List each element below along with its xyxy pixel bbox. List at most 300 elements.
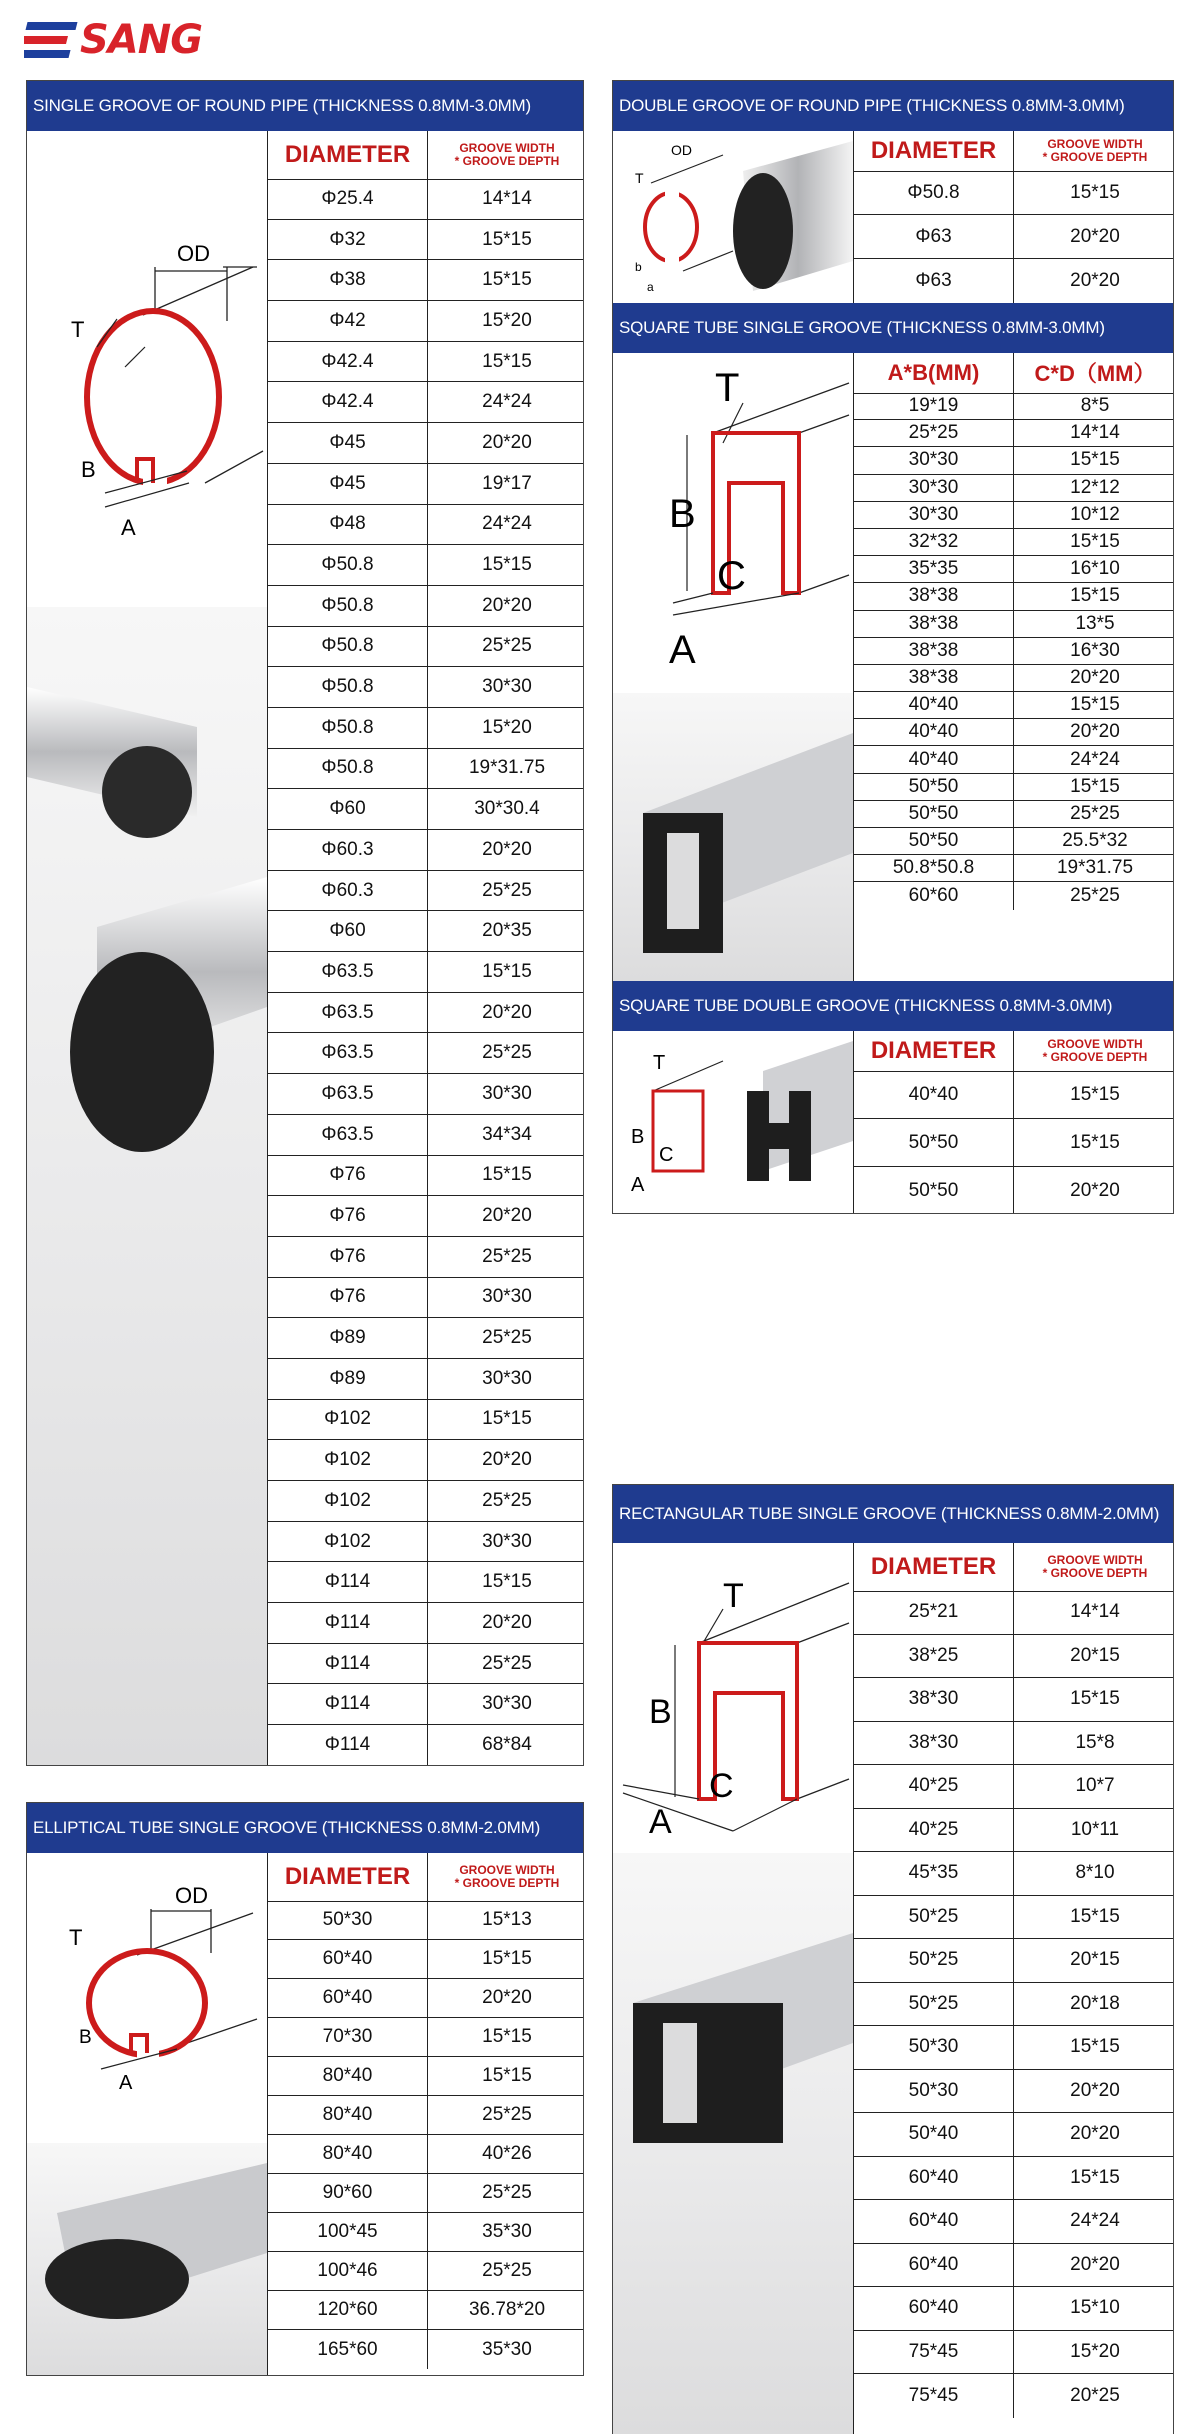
table-row — [854, 1119, 1174, 1167]
cell-size: Φ32 — [268, 220, 428, 260]
square-single-illustration — [613, 693, 853, 981]
cell-size: 50*25 — [854, 1983, 1014, 2026]
cell-groove: 15*15 — [482, 1948, 532, 1969]
table-row — [268, 2135, 584, 2174]
table-row — [268, 627, 584, 668]
cell-groove: 20*20 — [482, 1611, 532, 1633]
cell-groove: 25*25 — [482, 2260, 532, 2281]
cell-groove: 15*20 — [482, 309, 532, 331]
panel-title: RECTANGULAR TUBE SINGLE GROOVE (THICKNESS 0.8MM-2.0MM) — [613, 1485, 1173, 1543]
cell-size: 75*45 — [854, 2374, 1014, 2418]
cell-groove: 20*20 — [482, 431, 532, 453]
cell-size: 50*30 — [854, 2026, 1014, 2069]
cell-size: Φ42 — [268, 301, 428, 341]
col-header-diameter: DIAMETER — [854, 1031, 1014, 1071]
cell-groove: 15*15 — [482, 1408, 532, 1430]
cell-groove: 30*30 — [482, 676, 532, 698]
table-row — [268, 1400, 584, 1441]
cell-size: Φ50.8 — [854, 171, 1014, 214]
panel-title-square-single: SQUARE TUBE SINGLE GROOVE (THICKNESS 0.8MM-3.0MM) — [613, 303, 1173, 353]
label-b: B — [631, 1126, 645, 1148]
cell-groove: 30*30 — [482, 1693, 532, 1715]
col-header-ab: A*B(MM) — [854, 353, 1014, 393]
col-header-groove-width: GROOVE WIDTH — [459, 1863, 555, 1877]
cell-size: Φ60.3 — [268, 830, 428, 870]
label-od: OD — [175, 1883, 208, 1908]
cell-size: 60*60 — [854, 882, 1014, 909]
cell-size: Φ89 — [268, 1318, 428, 1358]
cell-groove: 15*15 — [1070, 181, 1120, 203]
table-row — [268, 830, 584, 871]
spec-table — [853, 353, 1174, 981]
cell-groove: 15*15 — [482, 554, 532, 576]
cell-groove: 20*15 — [1070, 1949, 1120, 1971]
cell-size: 50*25 — [854, 1939, 1014, 1982]
square-single-diagram — [613, 353, 853, 693]
cell-groove: 24*24 — [1070, 748, 1120, 770]
table-row — [268, 1440, 584, 1481]
cell-groove: 20*18 — [1070, 1992, 1120, 2014]
cell-size: Φ63 — [854, 259, 1014, 303]
cell-groove: 20*20 — [1070, 2079, 1120, 2101]
table-row — [854, 420, 1174, 447]
cell-size: Φ48 — [268, 505, 428, 545]
diagram-area — [613, 131, 853, 303]
cell-groove: 15*8 — [1075, 1731, 1115, 1753]
cell-size: Φ63.5 — [268, 1033, 428, 1073]
cell-size: 75*45 — [854, 2331, 1014, 2374]
cell-groove: 36.78*20 — [468, 2299, 546, 2320]
cell-groove: 20*20 — [482, 1205, 532, 1227]
col-header-groove-depth: * GROOVE DEPTH — [1042, 150, 1148, 164]
cell-size: Φ50.8 — [268, 627, 428, 667]
table-row — [268, 667, 584, 708]
cell-groove: 40*26 — [482, 2143, 532, 2164]
cell-size: Φ45 — [268, 464, 428, 504]
table-row — [268, 1074, 584, 1115]
table-row — [268, 2174, 584, 2213]
table-row — [854, 746, 1174, 773]
table-row — [854, 1167, 1174, 1214]
elliptical-diagram — [27, 1853, 267, 2143]
cell-size: 38*38 — [854, 665, 1014, 691]
cell-size: Φ50.8 — [268, 586, 428, 626]
table-row — [854, 259, 1174, 303]
table-row — [854, 828, 1174, 855]
cell-size: Φ50.8 — [268, 667, 428, 707]
col-header-diameter: DIAMETER — [854, 131, 1014, 171]
table-row — [854, 2026, 1174, 2070]
cell-size: Φ89 — [268, 1359, 428, 1399]
cell-groove: 15*15 — [1070, 1131, 1120, 1153]
cell-size: Φ76 — [268, 1278, 428, 1318]
panel-title: DOUBLE GROOVE OF ROUND PIPE (THICKNESS 0.8MM-3.0MM) — [613, 81, 1173, 131]
cell-groove: 20*20 — [482, 838, 532, 860]
cell-groove: 25*25 — [1070, 884, 1120, 906]
cell-size: 30*30 — [854, 447, 1014, 473]
cell-groove: 25*25 — [1070, 802, 1120, 824]
table-body — [854, 1591, 1174, 2434]
table-row — [268, 586, 584, 627]
cell-groove: 30*30 — [482, 1286, 532, 1308]
table-row — [268, 260, 584, 301]
cell-groove: 20*35 — [482, 920, 532, 942]
table-row — [854, 692, 1174, 719]
cell-size: Φ102 — [268, 1481, 428, 1521]
cell-groove: 30*30 — [482, 1367, 532, 1389]
cell-size: 90*60 — [268, 2174, 428, 2212]
cell-size: 120*60 — [268, 2291, 428, 2329]
table-row — [268, 993, 584, 1034]
table-row — [854, 1896, 1174, 1940]
cell-size: 50*30 — [268, 1901, 428, 1939]
cell-size: 50*50 — [854, 1167, 1014, 1214]
table-row — [854, 719, 1174, 746]
spec-table — [267, 131, 584, 1766]
spec-table — [267, 1853, 584, 2376]
table-row — [854, 1809, 1174, 1853]
cell-groove: 15*15 — [482, 960, 532, 982]
cell-groove: 20*20 — [1070, 1180, 1120, 1201]
cell-size: 40*25 — [854, 1809, 1014, 1852]
logo-e-mark — [24, 20, 80, 60]
cell-size: Φ60 — [268, 789, 428, 829]
cell-groove: 34*34 — [482, 1123, 532, 1145]
table-row — [268, 1562, 584, 1603]
cell-size: 40*40 — [854, 746, 1014, 772]
cell-groove: 20*20 — [1070, 2253, 1120, 2275]
cell-groove: 15*15 — [482, 269, 532, 291]
table-row — [854, 2374, 1174, 2418]
col-header-groove — [428, 131, 584, 179]
cell-groove: 24*24 — [482, 513, 532, 535]
cell-groove: 15*20 — [482, 716, 532, 738]
table-row — [268, 708, 584, 749]
cell-groove: 30*30 — [482, 1082, 532, 1104]
cell-size: 60*40 — [854, 2244, 1014, 2287]
table-row — [268, 2018, 584, 2057]
cell-groove: 13*5 — [1075, 612, 1115, 634]
cell-size: Φ50.8 — [268, 708, 428, 748]
cell-groove: 16*30 — [1070, 639, 1120, 661]
table-row — [854, 2113, 1174, 2157]
cell-groove: 24*24 — [1070, 2210, 1120, 2232]
cell-groove: 19*31.75 — [468, 757, 546, 779]
label-c: C — [709, 1767, 734, 1805]
diagram-area — [27, 131, 267, 607]
cell-size: 40*40 — [854, 1071, 1014, 1118]
diagram-area — [613, 1543, 853, 1853]
cell-size: 45*35 — [854, 1852, 1014, 1895]
table-row — [854, 502, 1174, 529]
cell-groove: 30*30.4 — [474, 798, 540, 820]
panel-title: ELLIPTICAL TUBE SINGLE GROOVE (THICKNESS 0.8MM-2.0MM) — [27, 1803, 583, 1853]
table-row — [268, 1644, 584, 1685]
rect-single-photo — [613, 1853, 853, 2434]
table-row — [854, 638, 1174, 665]
table-row — [854, 1678, 1174, 1722]
table-row — [268, 789, 584, 830]
cell-groove: 25.5*32 — [1062, 830, 1128, 852]
logo-text: SANG — [80, 17, 203, 63]
label-b: B — [649, 1693, 672, 1731]
cell-size: Φ114 — [268, 1644, 428, 1684]
table-row — [854, 2200, 1174, 2244]
cell-size: 25*21 — [854, 1591, 1014, 1634]
label-a: A — [631, 1174, 645, 1196]
table-row — [268, 423, 584, 464]
cell-groove: 24*24 — [482, 391, 532, 413]
cell-groove: 25*25 — [482, 1042, 532, 1064]
table-row — [854, 1939, 1174, 1983]
panel-rectangular-single — [612, 1484, 1174, 2434]
round-pipe-diagram — [27, 171, 267, 591]
table-row — [268, 301, 584, 342]
cell-groove: 15*15 — [1070, 775, 1120, 797]
cell-groove: 19*31.75 — [1056, 857, 1134, 879]
panel-elliptical — [26, 1802, 584, 2376]
table-row — [268, 1603, 584, 1644]
cell-groove: 10*11 — [1070, 1818, 1120, 1840]
cell-size: Φ38 — [268, 260, 428, 300]
label-b: B — [669, 492, 696, 536]
cell-groove: 20*20 — [482, 1449, 532, 1471]
col-header-diameter: DIAMETER — [268, 1853, 428, 1901]
cell-size: Φ42.4 — [268, 342, 428, 382]
cell-groove: 14*14 — [1070, 1601, 1120, 1623]
col-header-cd: C*D（MM） — [1034, 360, 1156, 386]
cell-size: 32*32 — [854, 529, 1014, 555]
panel-double-groove-round — [612, 80, 1174, 1214]
cell-groove: 10*12 — [1070, 503, 1120, 525]
table-row — [268, 952, 584, 993]
cell-groove: 15*15 — [482, 1571, 532, 1593]
cell-groove: 25*25 — [482, 2104, 532, 2125]
col-header-groove-width: GROOVE WIDTH — [1047, 1553, 1143, 1567]
cell-groove: 15*20 — [1070, 2340, 1120, 2362]
spec-table — [853, 1031, 1174, 1214]
cell-groove: 14*14 — [1070, 422, 1120, 444]
cell-groove: 15*15 — [1070, 531, 1120, 553]
table-row — [854, 447, 1174, 474]
table-row — [854, 171, 1174, 215]
table-row — [268, 1522, 584, 1563]
cell-groove: 14*14 — [482, 187, 532, 209]
cell-groove: 15*15 — [1070, 1688, 1120, 1710]
cell-size: 60*40 — [854, 2157, 1014, 2200]
cell-size: 50*50 — [854, 828, 1014, 854]
table-row — [854, 215, 1174, 259]
table-row — [268, 1725, 584, 1766]
label-a: A — [669, 628, 696, 672]
cell-size: 40*40 — [854, 719, 1014, 745]
table-row — [268, 871, 584, 912]
col-header-diameter: DIAMETER — [854, 1543, 1014, 1591]
table-row — [854, 1983, 1174, 2027]
cell-size: Φ63.5 — [268, 993, 428, 1033]
cell-size: 38*30 — [854, 1678, 1014, 1721]
table-row — [268, 911, 584, 952]
table-row — [854, 1852, 1174, 1896]
table-row — [854, 882, 1174, 909]
table-row — [268, 545, 584, 586]
cell-size: 50*40 — [854, 2113, 1014, 2156]
panel-title: SINGLE GROOVE OF ROUND PIPE (THICKNESS 0.8MM-3.0MM) — [27, 81, 583, 131]
table-row — [268, 1237, 584, 1278]
label-t: T — [71, 317, 85, 342]
table-row — [268, 2096, 584, 2135]
col-header-groove-depth: * GROOVE DEPTH — [1042, 1050, 1148, 1064]
cell-size: 50*50 — [854, 774, 1014, 800]
cell-groove: 15*15 — [482, 2026, 532, 2047]
round-pipe-photo — [27, 607, 267, 1766]
table-row — [268, 1278, 584, 1319]
col-header-groove-depth: * GROOVE DEPTH — [1042, 1566, 1148, 1580]
diagram-area — [613, 353, 853, 693]
cell-size: 80*40 — [268, 2135, 428, 2173]
table-row — [268, 342, 584, 383]
table-row — [854, 2331, 1174, 2375]
cell-size: Φ50.8 — [268, 545, 428, 585]
table-row — [268, 749, 584, 790]
label-small-b: b — [635, 260, 642, 274]
table-row — [854, 1765, 1174, 1809]
spec-table — [853, 1543, 1174, 2434]
table-row — [854, 665, 1174, 692]
table-row — [854, 801, 1174, 828]
cell-groove: 20*20 — [1070, 225, 1120, 247]
cell-groove: 20*20 — [482, 594, 532, 616]
cell-groove: 25*25 — [482, 1327, 532, 1349]
cell-size: 19*19 — [854, 393, 1014, 419]
cell-groove: 10*7 — [1075, 1775, 1115, 1797]
cell-groove: 30*30 — [482, 1530, 532, 1552]
table-body — [268, 1901, 584, 2376]
label-b: B — [79, 2027, 92, 2048]
cell-size: 38*30 — [854, 1722, 1014, 1765]
cell-size: Φ45 — [268, 423, 428, 463]
diagram-area — [613, 1031, 853, 1214]
table-row — [268, 1318, 584, 1359]
label-a: A — [649, 1803, 672, 1841]
cell-size: 60*40 — [268, 1940, 428, 1978]
cell-size: 40*40 — [854, 692, 1014, 718]
label-t: T — [715, 366, 740, 410]
table-row — [268, 1033, 584, 1074]
cell-size: 30*30 — [854, 502, 1014, 528]
cell-groove: 20*20 — [1070, 666, 1120, 688]
col-header-groove-depth: * GROOVE DEPTH — [454, 1876, 560, 1890]
cell-size: 60*40 — [854, 2287, 1014, 2330]
table-body — [268, 179, 584, 1766]
table-row — [268, 1901, 584, 1940]
cell-size: 50*30 — [854, 2070, 1014, 2113]
table-row — [268, 2330, 584, 2369]
col-header-groove — [1014, 1031, 1174, 1071]
cell-size: 35*35 — [854, 556, 1014, 582]
table-row — [268, 220, 584, 261]
label-od: OD — [671, 142, 692, 158]
logo-wordmark — [80, 17, 203, 63]
cell-groove: 8*10 — [1075, 1862, 1115, 1884]
cell-groove: 15*15 — [1070, 2166, 1120, 2188]
cell-size: 38*38 — [854, 583, 1014, 609]
table-row — [854, 2070, 1174, 2114]
rect-single-diagram — [613, 1543, 853, 1853]
table-row — [854, 583, 1174, 610]
table-row — [854, 475, 1174, 502]
cell-size: Φ114 — [268, 1603, 428, 1643]
cell-size: 100*46 — [268, 2252, 428, 2290]
cell-groove: 25*25 — [482, 1489, 532, 1511]
table-row — [268, 1196, 584, 1237]
cell-groove: 25*25 — [482, 1245, 532, 1267]
table-row — [854, 556, 1174, 583]
table-row — [268, 382, 584, 423]
table-row — [268, 1940, 584, 1979]
cell-size: 60*40 — [854, 2200, 1014, 2243]
table-row — [854, 1591, 1174, 1635]
label-c: C — [717, 554, 746, 598]
table-body — [854, 1071, 1174, 1214]
table-row — [268, 1156, 584, 1197]
table-row — [268, 1359, 584, 1400]
cell-size: Φ114 — [268, 1684, 428, 1724]
table-row — [854, 393, 1174, 420]
table-row — [268, 2291, 584, 2330]
cell-groove: 20*20 — [1070, 721, 1120, 743]
table-row — [854, 611, 1174, 638]
label-t: T — [635, 170, 644, 186]
table-body — [854, 171, 1174, 303]
table-row — [854, 1071, 1174, 1119]
table-row — [854, 2287, 1174, 2331]
panel-single-groove-round — [26, 80, 584, 1766]
cell-size: 25*25 — [854, 420, 1014, 446]
table-row — [268, 1115, 584, 1156]
cell-size: Φ114 — [268, 1725, 428, 1766]
cell-size: Φ63.5 — [268, 952, 428, 992]
table-row — [854, 774, 1174, 801]
cell-size: 80*40 — [268, 2057, 428, 2095]
round-pipe-illustration — [27, 667, 267, 1167]
cell-groove: 20*20 — [1070, 270, 1120, 291]
cell-size: Φ60 — [268, 911, 428, 951]
label-a: A — [121, 515, 136, 540]
label-small-a: a — [647, 280, 654, 294]
cell-groove: 12*12 — [1070, 476, 1120, 498]
cell-groove: 15*15 — [482, 350, 532, 372]
spec-table — [853, 131, 1174, 303]
col-header-groove-width: GROOVE WIDTH — [1047, 1037, 1143, 1051]
label-b: B — [81, 457, 96, 482]
cell-groove: 15*15 — [1070, 694, 1120, 716]
cell-size: 100*45 — [268, 2213, 428, 2251]
cell-groove: 35*30 — [482, 2338, 532, 2360]
table-row — [854, 2157, 1174, 2201]
table-row — [854, 529, 1174, 556]
col-header-groove — [1014, 131, 1174, 171]
cell-groove: 15*15 — [1070, 1905, 1120, 1927]
cell-size: Φ102 — [268, 1400, 428, 1440]
table-row — [268, 1979, 584, 2018]
table-row — [268, 179, 584, 220]
cell-size: Φ114 — [268, 1562, 428, 1602]
cell-size: Φ60.3 — [268, 871, 428, 911]
table-row — [854, 2244, 1174, 2288]
cell-groove: 15*15 — [1070, 449, 1120, 471]
table-row — [854, 1635, 1174, 1679]
